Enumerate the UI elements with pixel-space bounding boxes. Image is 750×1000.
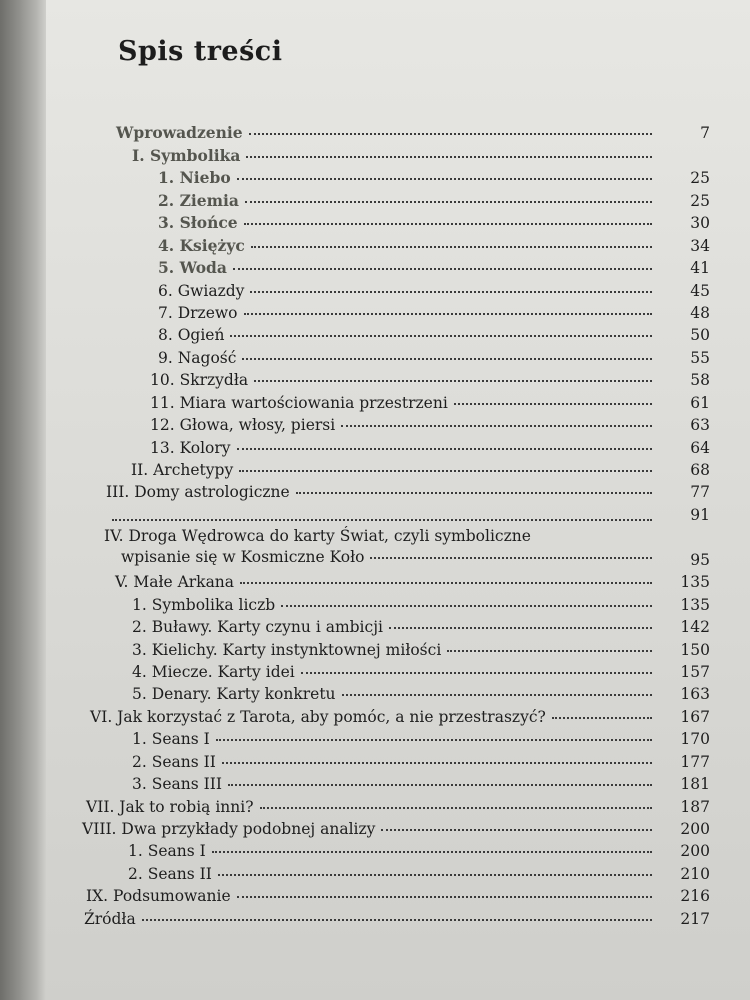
toc-entry bbox=[0, 661, 750, 683]
toc-entry-title: 11. Miara wartościowania przestrzeni bbox=[150, 393, 448, 412]
toc-entry-page: 58 bbox=[690, 371, 710, 390]
toc-entry-line bbox=[90, 708, 658, 726]
toc-entry bbox=[0, 459, 750, 481]
toc-entry-line bbox=[82, 820, 658, 838]
toc-entry-page: 64 bbox=[690, 438, 710, 457]
toc-entry bbox=[0, 862, 750, 884]
toc-entry-title: IV. Droga Wędrowca do karty Świat, czyli symboliczne bbox=[104, 526, 531, 545]
toc-entry-title: 3. Seans III bbox=[132, 775, 222, 794]
toc-entry bbox=[0, 257, 750, 279]
toc-entry bbox=[0, 234, 750, 256]
toc-entry-page: 77 bbox=[690, 483, 710, 502]
dot-leader bbox=[112, 519, 652, 521]
toc-entry-line bbox=[158, 192, 658, 210]
toc-entry bbox=[0, 818, 750, 840]
toc-entry-page: 45 bbox=[690, 281, 710, 300]
toc-entry-page: 135 bbox=[680, 595, 710, 614]
toc-entry-line bbox=[86, 798, 658, 816]
toc-entry-page: 48 bbox=[690, 303, 710, 322]
toc-entry-line bbox=[158, 237, 658, 255]
toc-entry-line bbox=[128, 842, 658, 860]
toc-entry-line bbox=[158, 169, 658, 187]
toc-entry-line bbox=[132, 730, 658, 748]
toc-entry-page: 217 bbox=[680, 909, 710, 928]
toc-entry bbox=[0, 907, 750, 929]
toc-entry-title: 3. Słońce bbox=[158, 213, 238, 233]
dot-leader bbox=[250, 291, 652, 293]
toc-entry-page: 63 bbox=[690, 416, 710, 435]
toc-entry-title: 9. Nagość bbox=[158, 348, 237, 367]
toc-entry-line bbox=[106, 522, 658, 524]
toc-entry bbox=[0, 167, 750, 189]
dot-leader bbox=[260, 807, 652, 809]
toc-entry-line bbox=[132, 641, 658, 659]
toc-entry bbox=[0, 189, 750, 211]
dot-leader bbox=[254, 380, 652, 382]
toc-entry-title: 12. Głowa, włosy, piersi bbox=[150, 416, 336, 435]
toc-entry-page: 25 bbox=[690, 191, 710, 210]
toc-entry bbox=[0, 526, 750, 571]
dot-leader bbox=[237, 896, 652, 898]
toc-entry bbox=[0, 391, 750, 413]
page-title: Spis treści bbox=[118, 36, 283, 67]
toc-entry-page: 167 bbox=[680, 707, 710, 726]
toc-entry-line bbox=[158, 326, 658, 344]
toc-entry-title: 4. Księżyc bbox=[158, 235, 245, 255]
toc-entry-title: 10. Skrzydła bbox=[150, 371, 249, 390]
toc-entry-page: 55 bbox=[690, 348, 710, 367]
toc-entry bbox=[0, 302, 750, 324]
toc-entry bbox=[0, 571, 750, 593]
toc-entry-title: 3. Kielichy. Karty instynktownej miłości bbox=[132, 640, 442, 659]
toc-entry bbox=[0, 414, 750, 436]
dot-leader bbox=[230, 335, 652, 337]
toc-entry bbox=[0, 324, 750, 346]
toc-entry bbox=[0, 122, 750, 144]
toc-entry-title: III. Domy astrologiczne bbox=[106, 483, 290, 502]
dot-leader bbox=[242, 358, 652, 360]
toc-entry-line bbox=[132, 596, 658, 614]
toc-entry-title: 7. Drzewo bbox=[158, 303, 238, 322]
toc-entry-page: 181 bbox=[680, 775, 710, 794]
dot-leader bbox=[222, 762, 652, 764]
toc-entry bbox=[0, 436, 750, 458]
toc-entry-title: 1. Symbolika liczb bbox=[132, 595, 276, 614]
dot-leader bbox=[381, 829, 652, 831]
dot-leader bbox=[281, 605, 652, 607]
toc-entry-line bbox=[86, 887, 658, 905]
dot-leader bbox=[237, 448, 652, 450]
toc-entry-line bbox=[132, 618, 658, 636]
toc-entry-title: 2. Buławy. Karty czynu i ambicji bbox=[132, 618, 383, 637]
toc-entry-page: 157 bbox=[680, 662, 710, 681]
toc-entry-page: 25 bbox=[690, 169, 710, 188]
dot-leader bbox=[142, 919, 652, 921]
dot-leader bbox=[237, 178, 652, 180]
toc-entry-page: 187 bbox=[680, 797, 710, 816]
dot-leader bbox=[244, 313, 653, 315]
dot-leader bbox=[552, 717, 652, 719]
toc-entry-line bbox=[158, 259, 658, 277]
dot-leader bbox=[251, 246, 652, 248]
dot-leader bbox=[244, 223, 652, 225]
toc-entry-title: II. Archetypy bbox=[131, 461, 234, 479]
toc-entry-line bbox=[116, 124, 658, 142]
toc-entry bbox=[0, 346, 750, 368]
toc-entry-page: 163 bbox=[680, 685, 710, 704]
toc-entry bbox=[0, 638, 750, 660]
toc-entry-line bbox=[150, 439, 658, 457]
toc-entry bbox=[0, 683, 750, 705]
toc-entry-line bbox=[132, 685, 658, 703]
toc-entry bbox=[0, 279, 750, 301]
dot-leader bbox=[233, 268, 652, 270]
toc-entry bbox=[0, 481, 750, 503]
toc-entry-line bbox=[115, 573, 658, 591]
toc-entry-line bbox=[128, 865, 658, 883]
toc-entry-line bbox=[132, 663, 658, 681]
dot-leader bbox=[239, 470, 652, 472]
toc-entry-page: 150 bbox=[680, 640, 710, 659]
toc-entry-line bbox=[84, 910, 658, 928]
dot-leader bbox=[341, 425, 652, 427]
toc-entry bbox=[0, 503, 750, 525]
toc-entry-title-line2: wpisanie się w Kosmiczne Koło bbox=[121, 547, 365, 566]
toc-entry-page: 200 bbox=[680, 820, 710, 839]
toc-entry-line bbox=[131, 461, 658, 479]
toc-entry-page: 61 bbox=[690, 393, 710, 412]
dot-leader bbox=[454, 403, 652, 405]
dot-leader bbox=[447, 650, 652, 652]
toc-entry-page: 91 bbox=[690, 505, 710, 524]
toc-entry-title: 2. Seans II bbox=[132, 752, 216, 771]
toc-entry-line bbox=[132, 753, 658, 771]
toc-entry-continuation bbox=[104, 548, 658, 570]
toc-entry-title: 5. Denary. Karty konkretu bbox=[132, 685, 336, 704]
toc-entry-title: V. Małe Arkana bbox=[115, 573, 235, 592]
toc-entry bbox=[0, 728, 750, 750]
toc-entry-page: 34 bbox=[690, 236, 710, 255]
toc-entry-title: IX. Podsumowanie bbox=[86, 887, 231, 906]
toc-entry bbox=[0, 616, 750, 638]
toc-entry-title: 8. Ogień bbox=[158, 326, 225, 345]
toc-entry-line bbox=[106, 483, 658, 501]
dot-leader bbox=[228, 784, 652, 786]
toc-entry-line bbox=[158, 304, 658, 322]
toc-entry bbox=[0, 144, 750, 166]
toc-entry-title: 5. Woda bbox=[158, 258, 227, 278]
toc-entry-title: I. Symbolika bbox=[132, 145, 241, 165]
toc-entry bbox=[0, 593, 750, 615]
toc-entry bbox=[0, 212, 750, 234]
dot-leader bbox=[218, 874, 652, 876]
toc-entry-title: 13. Kolory bbox=[150, 438, 231, 457]
toc-entry-line bbox=[158, 214, 658, 232]
toc-entry bbox=[0, 885, 750, 907]
toc-entry-title: VI. Jak korzystać z Tarota, aby pomóc, a nie przestraszyć? bbox=[90, 707, 546, 726]
toc-entry-page: 95 bbox=[690, 550, 710, 569]
dot-leader bbox=[240, 582, 652, 584]
toc-entry-page: 50 bbox=[690, 326, 710, 345]
dot-leader bbox=[249, 133, 652, 135]
toc-entry-page: 210 bbox=[680, 864, 710, 883]
toc-entry-title: VII. Jak to robią inni? bbox=[86, 797, 254, 816]
toc-entry-title: 1. Seans I bbox=[128, 842, 206, 861]
toc-entry bbox=[0, 705, 750, 727]
toc-entry bbox=[0, 369, 750, 391]
toc-entry bbox=[0, 773, 750, 795]
toc-entry bbox=[0, 750, 750, 772]
toc-entry-line bbox=[132, 147, 658, 165]
dot-leader bbox=[216, 739, 652, 741]
toc-entry-line bbox=[158, 349, 658, 367]
toc-entry-page: 177 bbox=[680, 752, 710, 771]
toc-entry-title: 2. Ziemia bbox=[158, 190, 239, 210]
toc-entry-page: 200 bbox=[680, 842, 710, 861]
toc-entry-title: 1. Niebo bbox=[158, 168, 231, 188]
dot-leader bbox=[389, 627, 652, 629]
toc-entry-page: 170 bbox=[680, 730, 710, 749]
dot-leader bbox=[212, 851, 652, 853]
dot-leader bbox=[370, 557, 652, 559]
toc-entry-page: 7 bbox=[700, 124, 710, 143]
toc-entry-page: 30 bbox=[690, 214, 710, 233]
toc-entry-line bbox=[104, 526, 658, 570]
toc-entry-title: 1. Seans I bbox=[132, 730, 210, 749]
dot-leader bbox=[245, 201, 652, 203]
toc-entry-title: VIII. Dwa przykłady podobnej analizy bbox=[82, 820, 376, 839]
toc-entry-title: Wprowadzenie bbox=[116, 123, 243, 143]
toc-entry bbox=[0, 795, 750, 817]
toc-entry-page: 142 bbox=[680, 618, 710, 637]
toc-entry bbox=[0, 840, 750, 862]
toc-entry-line bbox=[150, 394, 658, 412]
dot-leader bbox=[246, 156, 652, 158]
toc-entry-page: 216 bbox=[680, 887, 710, 906]
toc-entry-page: 41 bbox=[690, 259, 710, 278]
toc-entry-page: 68 bbox=[690, 461, 710, 479]
table-of-contents bbox=[0, 122, 750, 930]
toc-entry-line bbox=[150, 371, 658, 389]
toc-entry-title: 6. Gwiazdy bbox=[158, 281, 245, 300]
toc-entry-title: Źródła bbox=[84, 909, 136, 928]
dot-leader bbox=[296, 492, 652, 494]
dot-leader bbox=[342, 694, 652, 696]
toc-entry-line bbox=[158, 282, 658, 300]
dot-leader bbox=[301, 672, 652, 674]
toc-entry-line bbox=[150, 416, 658, 434]
toc-entry-title: 4. Miecze. Karty idei bbox=[132, 662, 295, 681]
toc-entry-title: 2. Seans II bbox=[128, 864, 212, 883]
toc-entry-line bbox=[132, 775, 658, 793]
toc-entry-page: 135 bbox=[680, 573, 710, 592]
